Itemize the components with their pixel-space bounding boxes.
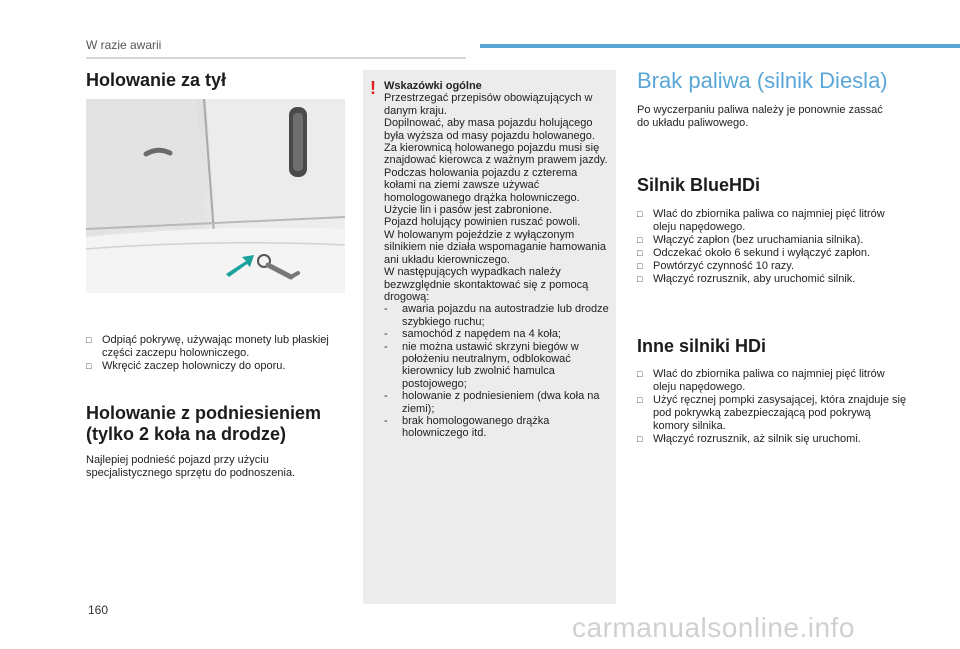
general-advice-text [384,80,610,440]
fuel-out-intro: Po wyczerpaniu paliwa należy je ponownie zassać do układu paliwowego. [637,104,883,129]
advice-paragraph: W następujących wypadkach należy bezwzględnie skontaktować się z pomocą drogową: [384,266,589,303]
list-item: □ Odpiąć pokrywę, używając monety lub płaskiej części zaczepu holowniczego. [86,334,332,360]
list-item: □ Włączyć rozrusznik, aż silnik się uruchomi. [637,433,907,446]
list-item: □ Włączyć rozrusznik, aby uruchomić silnik. [637,273,907,286]
lifted-towing-title-line1: Holowanie z podniesieniem [86,403,322,423]
list-item: - holowanie z podniesieniem (dwa koła na ziemi); [384,390,610,415]
list-item: - brak homologowanego drążka holowniczego itd. [384,415,610,440]
lifted-towing-title-line2: (tylko 2 koła na drodze) [86,424,287,444]
general-advice-title: Wskazówki ogólne [384,80,482,92]
advice-paragraph: Podczas holowania pojazdu z czterema kołami na ziemi zawsze używać homologowanego drążka holowniczego. [384,166,580,204]
bluehdi-title: Silnik BlueHDi [637,175,761,195]
list-item: - samochód z napędem na 4 koła; [384,328,610,340]
section-header: W razie awarii [86,38,162,52]
advice-paragraph: Przestrzegać przepisów obowiązujących w danym kraju. [384,92,593,117]
advice-paragraph: Dopilnować, aby masa pojazdu holującego była wyższa od masy pojazdu holowanego. [384,117,595,142]
fuel-out-title: Brak paliwa (silnik Diesla) [637,68,888,93]
advice-paragraph: Za kierownicą holowanego pojazdu musi się znajdować kierowca z ważnym prawem jazdy. [384,142,608,167]
header-divider-right [480,44,960,48]
hdi-steps [637,368,907,446]
hdi-title: Inne silniki HDi [637,336,767,356]
towing-rear-title: Holowanie za tył [86,70,227,90]
list-item: - awaria pojazdu na autostradzie lub drodze szybkiego ruchu; [384,303,610,328]
list-item: □ Wkręcić zaczep holowniczy do oporu. [86,360,332,373]
lifted-towing-title [86,403,321,445]
list-item: □ Wlać do zbiornika paliwa co najmniej pięć litrów oleju napędowego. [637,368,907,394]
advice-paragraph: Pojazd holujący powinien ruszać powoli. [384,216,581,229]
list-item: □ Powtórzyć czynność 10 razy. [637,260,907,273]
advice-paragraph: W holowanym pojeździe z wyłączonym silnikiem nie działa wspomaganie hamowania ani układu kierowniczego. [384,228,606,266]
list-item: □ Wlać do zbiornika paliwa co najmniej pięć litrów oleju napędowego. [637,208,907,234]
advice-paragraph: Użycie lin i pasów jest zabronione. [384,204,553,217]
towing-rear-steps [86,334,332,373]
bluehdi-steps [637,208,907,286]
header-divider-left [86,57,466,59]
page-number: 160 [88,603,109,617]
list-item: □ Włączyć zapłon (bez uruchamiania silnika). [637,234,907,247]
list-item: - nie można ustawić skrzyni biegów w położeniu neutralnym, odblokować kierownicy lub zwolnić hamulca postojowego; [384,341,610,391]
towing-hook-illustration [86,99,345,293]
list-item: □ Użyć ręcznej pompki zasysającej, która znajduje się pod pokrywką zabezpieczającą pod pokrywą komory silnika. [637,394,907,433]
warning-icon: ! [370,78,376,98]
lifted-towing-paragraph: Najlepiej podnieść pojazd przy użyciu specjalistycznego sprzętu do podnoszenia. [86,454,296,479]
watermark: carmanualsonline.info [572,612,855,643]
list-item: □ Odczekać około 6 sekund i wyłączyć zapłon. [637,247,907,260]
